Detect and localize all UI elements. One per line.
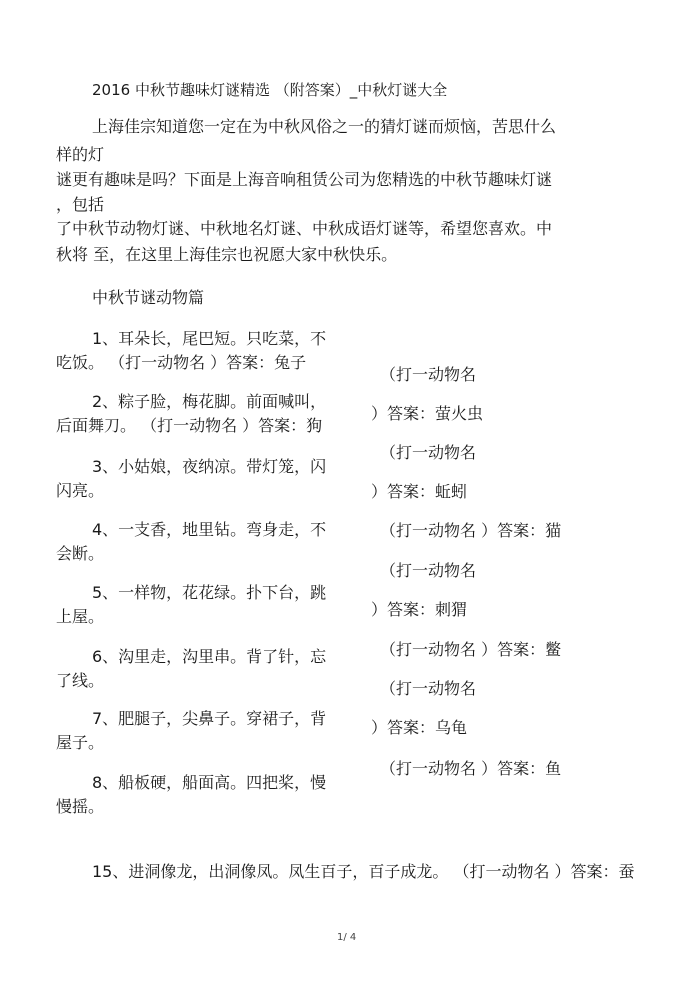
intro-line-1: 上海佳宗知道您一定在为中秋风俗之一的猜灯谜而烦恼，苦思什么 [92, 117, 557, 136]
intro-line-2: 样的灯 [56, 145, 105, 164]
intro-line-4: ，包括 [56, 195, 105, 214]
answer-line: ）答案：乌龟 [371, 718, 468, 737]
riddle-8-line-2: 慢摇。 [56, 797, 105, 816]
answer-line: （打一动物名 [380, 443, 477, 462]
answer-line: ）答案：萤火虫 [371, 404, 484, 423]
riddle-7-line-1: 7、肥腿子，尖鼻子。穿裙子，背 [92, 709, 327, 728]
riddle-5-line-2: 上屋。 [56, 607, 105, 626]
answer-line: （打一动物名 [380, 561, 477, 580]
answer-line: （打一动物名 ）答案：鳖 [380, 640, 562, 659]
answer-line: ）答案：蚯蚓 [371, 482, 468, 501]
riddle-4-line-1: 4、一支香，地里钻。弯身走，不 [92, 520, 327, 539]
intro-line-6: 秋将 至，在这里上海佳宗也祝愿大家中秋快乐。 [56, 245, 398, 264]
riddle-3-line-2: 闪亮。 [56, 481, 105, 500]
section-heading: 中秋节谜动物篇 [92, 288, 205, 307]
riddle-1-line-2: 吃饭。 （打一动物名 ）答案：兔子 [56, 353, 307, 372]
riddle-2-line-2: 后面舞刀。 （打一动物名 ）答案：狗 [56, 416, 323, 435]
riddle-2-line-1: 2、粽子脸，梅花脚。前面喊叫， [92, 392, 327, 411]
answer-line: （打一动物名 [380, 679, 477, 698]
riddle-7-line-2: 屋子。 [56, 733, 105, 752]
riddle-1-line-1: 1、耳朵长，尾巴短。只吃菜，不 [92, 329, 327, 348]
riddle-6-line-2: 了线。 [56, 671, 105, 690]
riddle-6-line-1: 6、沟里走，沟里串。背了针，忘 [92, 647, 327, 666]
answer-line: ）答案：刺猬 [371, 600, 468, 619]
document-title: 2016 中秋节趣味灯谜精选 （附答案）_中秋灯谜大全 [92, 81, 448, 99]
riddle-15-container [0, 860, 700, 884]
answer-line: （打一动物名 ）答案：鱼 [380, 759, 562, 778]
riddle-8-line-1: 8、船板硬，船面高。四把桨，慢 [92, 773, 327, 792]
page-number: 1/ 4 [337, 932, 357, 943]
intro-line-5: 了中秋节动物灯谜、中秋地名灯谜、中秋成语灯谜等，希望您喜欢。中 [56, 219, 553, 238]
answer-line: （打一动物名 ）答案：猫 [380, 521, 562, 540]
riddle-15: 15、进洞像龙，出洞像凤。凤生百子，百子成龙。 （打一动物名 ）答案：蚕 [92, 862, 635, 881]
riddle-5-line-1: 5、一样物，花花绿。扑下台，跳 [92, 583, 327, 602]
intro-line-3: 谜更有趣味是吗？下面是上海音响租赁公司为您精选的中秋节趣味灯谜 [56, 170, 553, 189]
answer-line: （打一动物名 [380, 365, 477, 384]
riddle-3-line-1: 3、小姑娘，夜纳凉。带灯笼，闪 [92, 457, 327, 476]
riddle-4-line-2: 会断。 [56, 544, 105, 563]
